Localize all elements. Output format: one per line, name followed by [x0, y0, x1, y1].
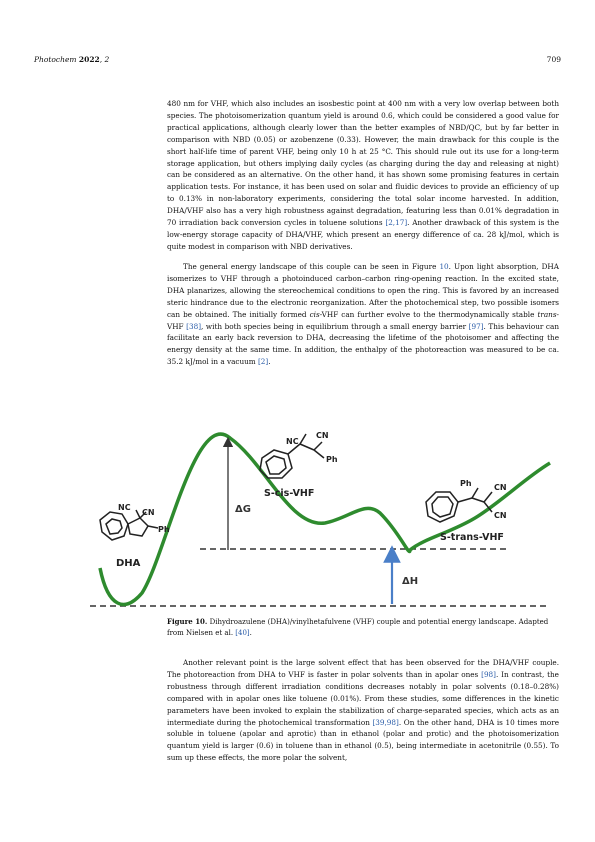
page-header — [34, 55, 561, 69]
citation-link[interactable]: [98] — [481, 669, 496, 679]
cis-vhf-label: S-cis-VHF — [264, 488, 315, 499]
dha-label: DHA — [116, 558, 141, 569]
journal-year: 2022 — [78, 55, 100, 64]
dha-cn-label: CN — [142, 508, 155, 517]
citation-link[interactable]: [2] — [257, 357, 269, 367]
journal-name: Photochem 2022, 2 — [34, 55, 110, 64]
energy-landscape-figure — [80, 418, 560, 613]
trans-cn-label-top: CN — [494, 483, 507, 492]
paragraph-3: Another relevant point is the large solvent effect that has been observed for the DHA/VHF couple. The photoreaction from DHA to VHF is faster in polar solvents than in apolar ones [98]. In contrast, the robustness through different irradiation conditions decreases notably in polar solvents (0.18–0.28%) compared with in apolar ones like toluene (0.01%). From these studies, some differences in the kinetic parameters have been invoked to explain the stabilization of charge-separated species, which acts as an intermediate during the photochemical transformation [39,98]. On the other hand, DHA is 10 times more soluble in toluene (apolar and aprotic) than in ethanol (polar and protic) and the photoisomerization quantum yield is larger (0.6) in toluene than in ethanol (0.5), being intermediate in acetonitrile (0.55). To sum up these effects, the more polar the solvent, — [167, 658, 559, 763]
caption-label: Figure 10. — [167, 617, 208, 626]
cis-cn-label: CN — [316, 431, 329, 440]
paragraph-2: The general energy landscape of this couple can be seen in Figure 10. Upon light absorption, DHA isomerizes to VHF through a photoinduced carbon–carbon ring-opening reaction. In the excited state, DHA planarizes, allowing the stereochemical conditions to open the ring. This is favored by an increased steric hindrance due to the electronic reorganization. After the photochemical step, two possible isomers can be obtained. The initially formed cis-VHF can further evolve to the thermodynamically stable trans-VHF [38], with both species being in equilibrium through a small energy barrier [97]. This behaviour can facilitate an early back reversion to DHA, decreasing the lifetime of the photoisomer and affecting the energy density at the same time. In addition, the enthalpy of the photoreaction was measured to be ca. 35.2 kJ/mol in a vacuum [2]. — [167, 262, 559, 367]
citation-link[interactable]: [38] — [186, 321, 202, 331]
cis-nc-label: NC — [286, 437, 299, 446]
figure-caption: Figure 10. Dihydroazulene (DHA)/vinylhetafulvene (VHF) couple and potential energy landscape. Adapted from Nielsen et al. [40]. — [167, 617, 549, 637]
trans-cn-label-bottom: CN — [494, 511, 507, 520]
trans-vhf-structure — [426, 488, 492, 522]
figure-ref-link[interactable]: 10 — [439, 262, 449, 271]
trans-ph-label: Ph — [460, 479, 472, 488]
citation-link[interactable]: [2,17] — [385, 218, 408, 228]
delta-g-label: ΔG — [235, 504, 251, 515]
citation-link[interactable]: [40] — [235, 628, 250, 637]
potential-energy-curve — [100, 434, 550, 604]
paragraph-1: 480 nm for VHF, which also includes an isosbestic point at 400 nm with a very low overlap between both species. The photoisomerization quantum yield is around 0.6, which could be considered a good value for practical applications, although clearly lower than the better examples of NBD/QC, but by far better in comparison with NBD (0.05) or azobenzene (0.33). However, the main drawback for this couple is the short half-life time of parent VHF, being only 10 h at 25 °C. This should rule out its use for a long-term storage application, but others implying daily cycles (as charging during the day and releasing at night) can be considered as an alternative. On the other hand, it has shown some promising features in certain application tests. For instance, it has been used on solar and fluidic devices to provide an efficiency of up to 0.13% in non-laboratory experiments, considering the total solar income harvested. In addition, DHA/VHF also has a very high robustness against degradation, featuring less than 0.01% degradation in 70 irradiation back conversion cycles in toluene solutions [2,17]. Another drawback of this system is the low-energy storage capacity of DHA/VHF, which present an energy difference of ca. 28 kJ/mol, which is quite modest in comparison with NBD derivatives. — [167, 99, 559, 251]
cis-ph-label: Ph — [326, 455, 338, 464]
trans-vhf-label: S-trans-VHF — [440, 532, 504, 543]
dha-ph-label: Ph — [158, 525, 170, 534]
citation-link[interactable]: [39,98] — [372, 717, 399, 727]
citation-link[interactable]: [97] — [468, 321, 484, 331]
page-number: 709 — [546, 55, 561, 64]
delta-h-label: ΔH — [402, 576, 419, 587]
dha-nc-label: NC — [118, 503, 131, 512]
